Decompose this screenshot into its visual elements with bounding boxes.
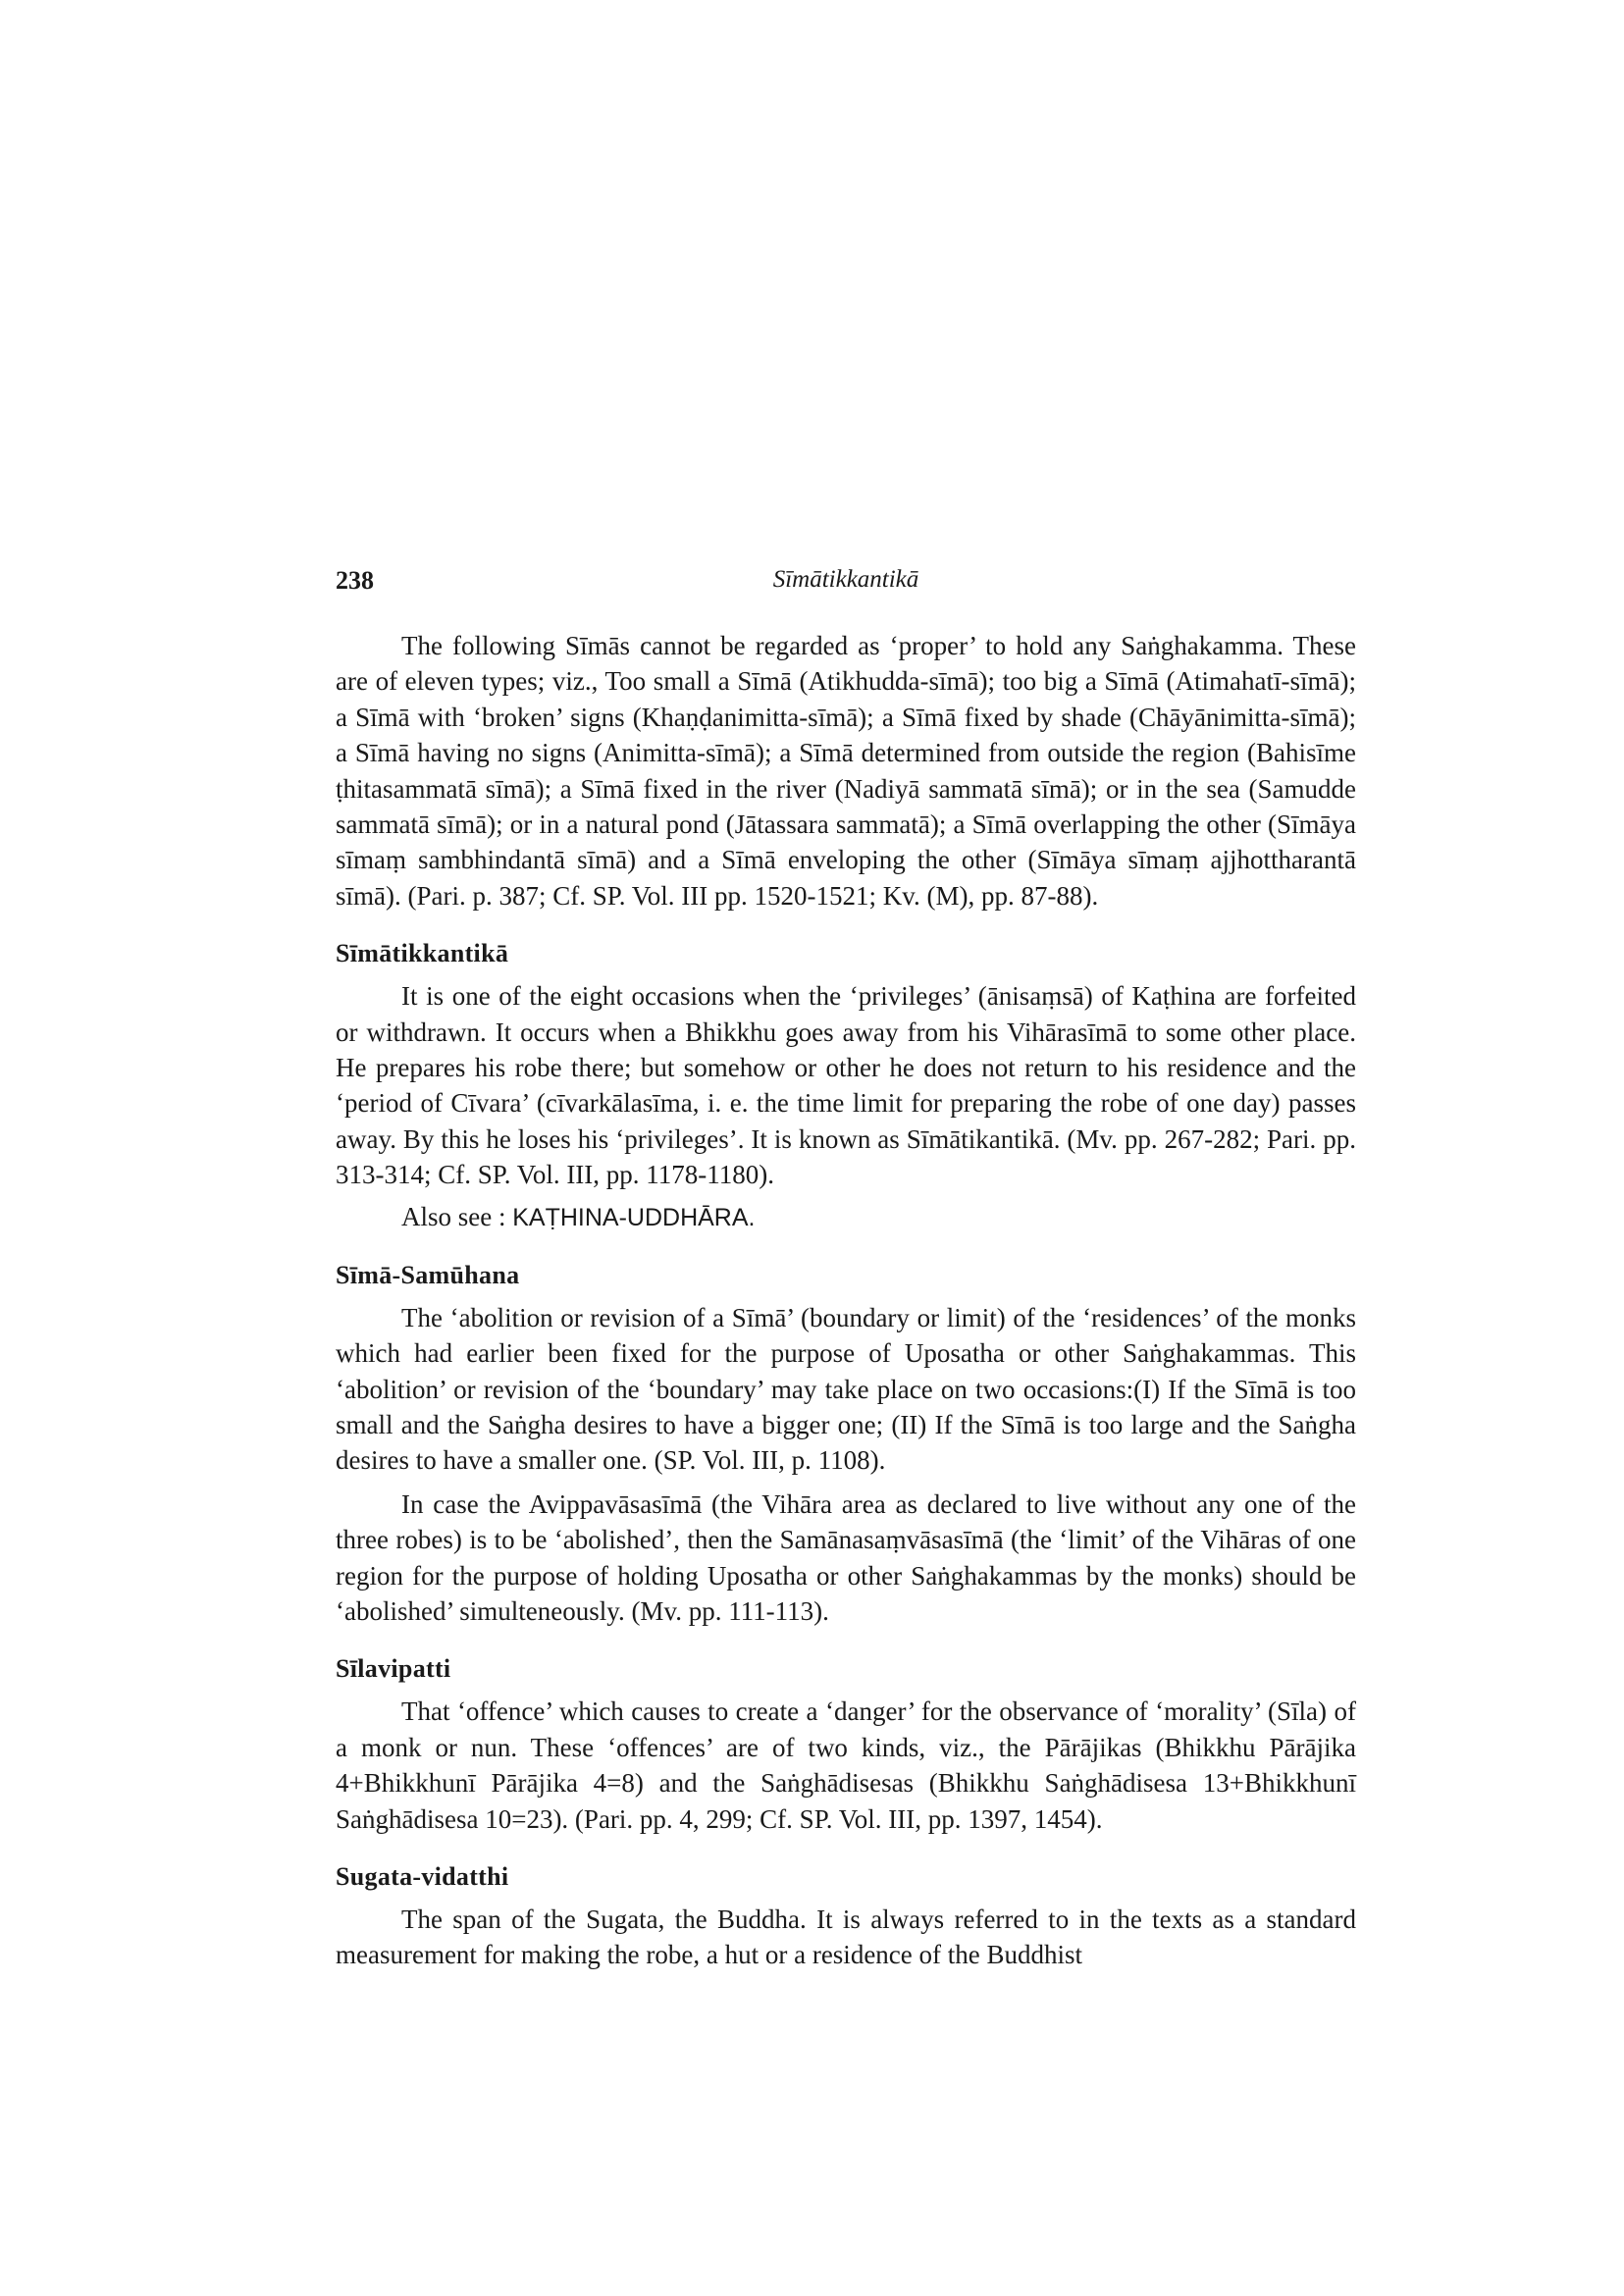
entry-paragraph: The ‘abolition or revision of a Sīmā’ (boundary or limit) of the ‘residences’ of the monks which had earlier been fixed for the purpose of Uposatha or other Saṅghakammas. This ‘abolition’ or revision of the ‘boundary’ may take place on two occasions:(I) If the Sīmā is too small and the Saṅgha desires to have a bigger one; (II) If the Sīmā is too large and the Saṅgha desires to have a smaller one. (SP. Vol. III, p. 1108). [336,1302,1356,1476]
page-number: 238 [336,566,374,595]
entry-sima-samuhana [336,1261,1356,1630]
entry-title: Sīmātikkantikā [336,939,509,968]
entry-silavipatti [336,1654,1356,1837]
entry-sugata-vidatthi [336,1862,1356,1973]
entry-paragraph: The span of the Sugata, the Buddha. It is always referred to in the texts as a standard measurement for making the robe, a hut or a residence of the Buddhist [336,1904,1356,1970]
entry-paragraph: In case the Avippavāsasīmā (the Vihāra area as declared to live without any one of the three robes) is to be ‘abolished’, then the Samānasaṃvāsasīmā (the ‘limit’ of the Vihāras of one region for the purpose of holding Uposatha or other Saṅghakammas by the monks) should be ‘abolished’ simulteneously. (Mv. pp. 111-113). [336,1488,1356,1626]
page-header [336,566,1356,605]
entry-paragraph: That ‘offence’ which causes to create a ‘danger’ for the observance of ‘morality’ (Sīla) of a monk or nun. These ‘offences’ are of two kinds, viz., the Pārājikas (Bhikkhu Pārājika 4+Bhikkhunī Pārājika 4=8) and the Saṅghādisesas (Bhikkhu Saṅghādisesa 13+Bhikkhunī Saṅghādisesa 10=23). (Pari. pp. 4, 299; Cf. SP. Vol. III, pp. 1397, 1454). [336,1696,1356,1834]
intro-paragraph: The following Sīmās cannot be regarded as ‘proper’ to hold any Saṅghakamma. These are of eleven types; viz., Too small a Sīmā (Atikhudda-sīmā); too big a Sīmā (Atimahatī-sīmā); a Sīmā with ‘broken’ signs (Khaṇḍanimitta-sīmā); a Sīmā fixed by shade (Chāyānimitta-sīmā); a Sīmā having no signs (Animitta-sīmā); a Sīmā determined from outside the region (Bahisīme ṭhitasammatā sīmā); a Sīmā fixed in the river (Nadiyā sammatā sīmā); or in the sea (Samudde sammatā sīmā); or in a natural pond (Jātassara sammatā); a Sīmā overlapping the other (Sīmāya sīmaṃ sambhindantā sīmā) and a Sīmā enveloping the other (Sīmāya sīmaṃ ajjhottharantā sīmā). (Pari. p. 387; Cf. SP. Vol. III pp. 1520-1521; Kv. (M), pp. 87-88). [336,631,1356,911]
entry-title: Sugata-vidatthi [336,1861,509,1891]
see-also-label: Also see : [401,1201,506,1231]
running-title: Sīmātikkantikā [772,566,919,593]
entry-title: Sīlavipatti [336,1654,451,1684]
entry-title: Sīmā-Samūhana [336,1260,520,1289]
page-body [336,628,1356,1973]
entry-paragraph: It is one of the eight occasions when the ‘privileges’ (ānisaṃsā) of Kaṭhina are forfeited or withdrawn. It occurs when a Bhikkhu goes away from his Vihārasīmā to some other place. He prepares his robe there; but somehow or other he does not return to his residence and the ‘period of Cīvara’ (cīvarkālasīma, i. e. the time limit for preparing the robe of one day) passes away. By this he loses his ‘privileges’. It is known as Sīmātikantikā. (Mv. pp. 267-282; Pari. pp. 313-314; Cf. SP. Vol. III, pp. 1178-1180). [336,981,1356,1190]
entry-simatikkantika [336,939,1356,1234]
see-also-reference: KAṬHINA-UDDHĀRA. [512,1203,756,1231]
see-also [336,1199,1356,1235]
